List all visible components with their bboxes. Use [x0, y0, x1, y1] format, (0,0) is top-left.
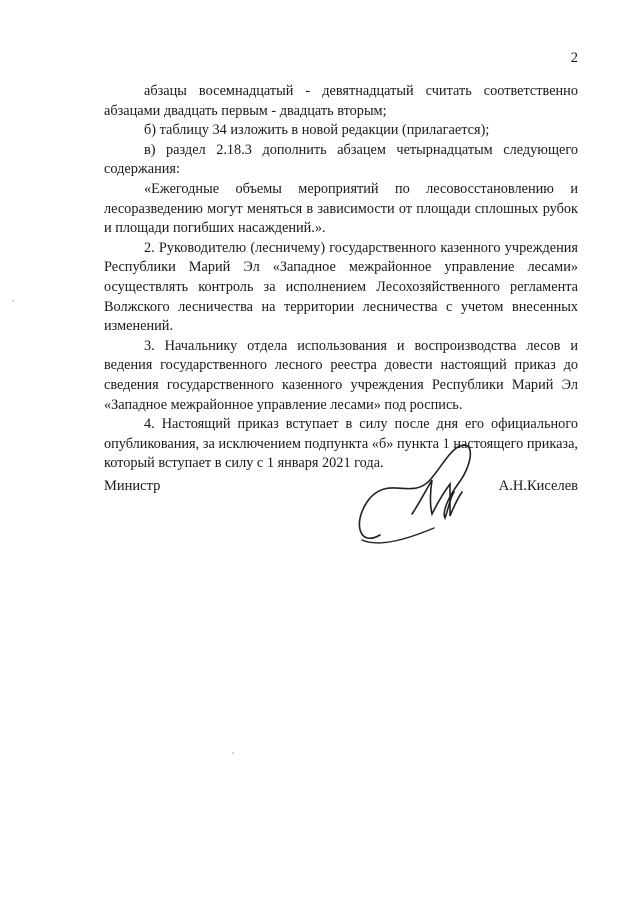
signatory-position: Министр [104, 478, 161, 494]
signatory-name: А.Н.Киселев [498, 478, 578, 494]
paragraph-item-2: 2. Руководителю (лесничему) государственного казенного учреждения Республики Марий Эл «Западное межрайонное управление лесами» осуществлять контроль за исполнением Лесохозяйственного регламента Волжского лесничества на территории лесничества с учетом внесенных изменений. [104, 239, 578, 335]
paragraph-item-3: 3. Начальнику отдела использования и воспроизводства лесов и ведения государственного лесного реестра довести настоящий приказ до сведения государственного казенного учреждения Республики Марий Эл «Западное межрайонное управление лесами» под роспись. [104, 337, 578, 413]
scan-speck [12, 300, 14, 302]
scan-speck [232, 752, 234, 754]
paragraph-item-v: в) раздел 2.18.3 дополнить абзацем четырнадцатым следующего содержания: [104, 141, 578, 178]
paragraph-item-4: 4. Настоящий приказ вступает в силу после дня его официального опубликования, за исключением подпункта «б» пункта 1 настоящего приказа, который вступает в силу с 1 января 2021 года. [104, 416, 578, 472]
handwritten-signature [350, 440, 485, 550]
page-number: 2 [570, 50, 578, 66]
paragraph-quoted-text: «Ежегодные объемы мероприятий по лесовосстановлению и лесоразведению могут меняться в зависимости от площади сплошных рубок и площади погибших насаждений.». [104, 180, 578, 237]
paragraph-item-b: б) таблицу 34 изложить в новой редакции (прилагается); [144, 122, 490, 139]
paragraph-continuation: абзацы восемнадцатый - девятнадцатый считать соответственно абзацами двадцать первым - двадцать вторым; [104, 83, 578, 119]
document-body [104, 82, 578, 474]
